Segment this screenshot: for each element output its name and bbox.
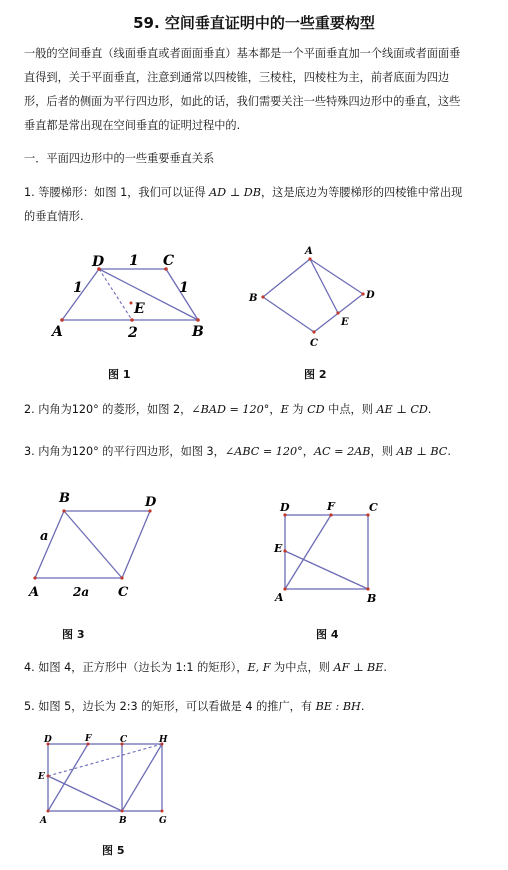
label-D: D [280,501,290,514]
item-text: ， [302,445,314,458]
label-B: B [192,324,204,340]
side-label: 1 [73,280,83,296]
label-C: C [163,253,175,269]
figure-1-caption: 图 1 [108,368,131,381]
side-label: 2a [73,585,90,599]
item-text: ， [269,403,281,416]
label-A: A [52,324,63,340]
item-text: 5. 如图 5，边长为 2:3 的矩形，可以看做是 4 的推广，有 [24,700,316,713]
item-text: 3. 内角为120° 的平行四边形，如图 3， [24,445,225,458]
math-expr: E [280,403,289,416]
side-label: 1 [179,280,189,296]
label-A: A [40,816,47,826]
math-expr: E, F [247,661,271,674]
label-B: B [367,592,377,605]
item-text: . [447,445,451,458]
item-text: . [383,661,387,674]
label-C: C [120,735,128,745]
label-D: D [145,495,157,510]
side-label: a [40,529,49,544]
label-F: F [85,734,92,744]
label-E: E [134,301,145,317]
item-4 [24,656,494,680]
label-A: A [275,591,284,604]
item-text: 的垂直情形. [24,210,84,223]
label-A: A [29,585,40,600]
label-B: B [59,491,70,506]
label-B: B [119,816,127,826]
item-text: 1. 等腰梯形：如图 1，我们可以证得 [24,186,210,199]
label-C: C [118,585,129,600]
page-title: 59. 空间垂直证明中的一些重要构型 [133,14,375,32]
intro-line: 形，后者的侧面为平行四边形，如此的话，我们需要关注一些特殊四边形中的垂直，这些 [24,95,461,108]
math-expr: CD [307,403,325,416]
math-expr: AC = 2AB [313,445,371,458]
math-expr: ∠ABC = 120° [224,445,303,458]
math-expr: AD ⊥ DB [209,186,261,199]
figure-2 [248,246,375,349]
label-H: H [159,735,168,745]
item-text: 为中点，则 [270,661,334,674]
label-B: B [249,293,258,304]
math-expr: BE : BH [315,700,361,713]
label-E: E [274,542,283,555]
figure-5-caption: 图 5 [102,844,125,857]
item-text: ，这是底边为等腰梯形的四棱锥中常出现 [260,186,463,199]
figure-4-caption: 图 4 [316,628,339,641]
label-D: D [92,254,105,270]
item-2 [24,398,494,422]
label-E: E [341,317,349,328]
label-D: D [44,735,52,745]
math-expr: AF ⊥ BE [333,661,384,674]
math-expr: ∠BAD = 120° [191,403,270,416]
figure-3-caption: 图 3 [62,628,85,641]
side-label: 2 [128,325,138,341]
item-text: 中点，则 [324,403,377,416]
figure-4 [273,500,378,605]
label-G: G [159,816,167,826]
label-D: D [366,290,375,301]
item-3 [24,440,494,464]
item-text: ，则 [370,445,397,458]
intro-line: 垂直都是常出现在空间垂直的证明过程中的. [24,119,241,132]
item-text: . [427,403,432,416]
item-text: 为 [288,403,308,416]
item-text: 2. 内角为120° 的菱形，如图 2， [24,403,192,416]
intro-line: 一般的空间垂直（线面垂直或者面面垂直）基本都是一个平面垂直加一个线面或者面面垂 [24,47,461,60]
item-text: 4. 如图 4，正方形中（边长为 1:1 的矩形）， [24,661,248,674]
label-F: F [327,500,335,513]
label-C: C [369,501,378,514]
intro-line: 直得到，关于平面垂直，注意到通常以四棱锥，三棱柱，四棱柱为主，前者底面为四边 [24,71,450,84]
label-C: C [310,338,318,349]
item-5 [24,695,494,719]
item-text: . [360,700,365,713]
figure-3 [27,491,157,600]
math-expr: AE ⊥ CD [376,403,428,416]
side-label: 1 [129,253,139,269]
section-heading: 一．平面四边形中的一些重要垂直关系 [24,152,215,165]
label-E: E [38,772,45,782]
math-expr: AB ⊥ BC [396,445,448,458]
label-A: A [305,246,313,257]
figure-5 [37,734,168,826]
figure-2-caption: 图 2 [304,368,327,381]
